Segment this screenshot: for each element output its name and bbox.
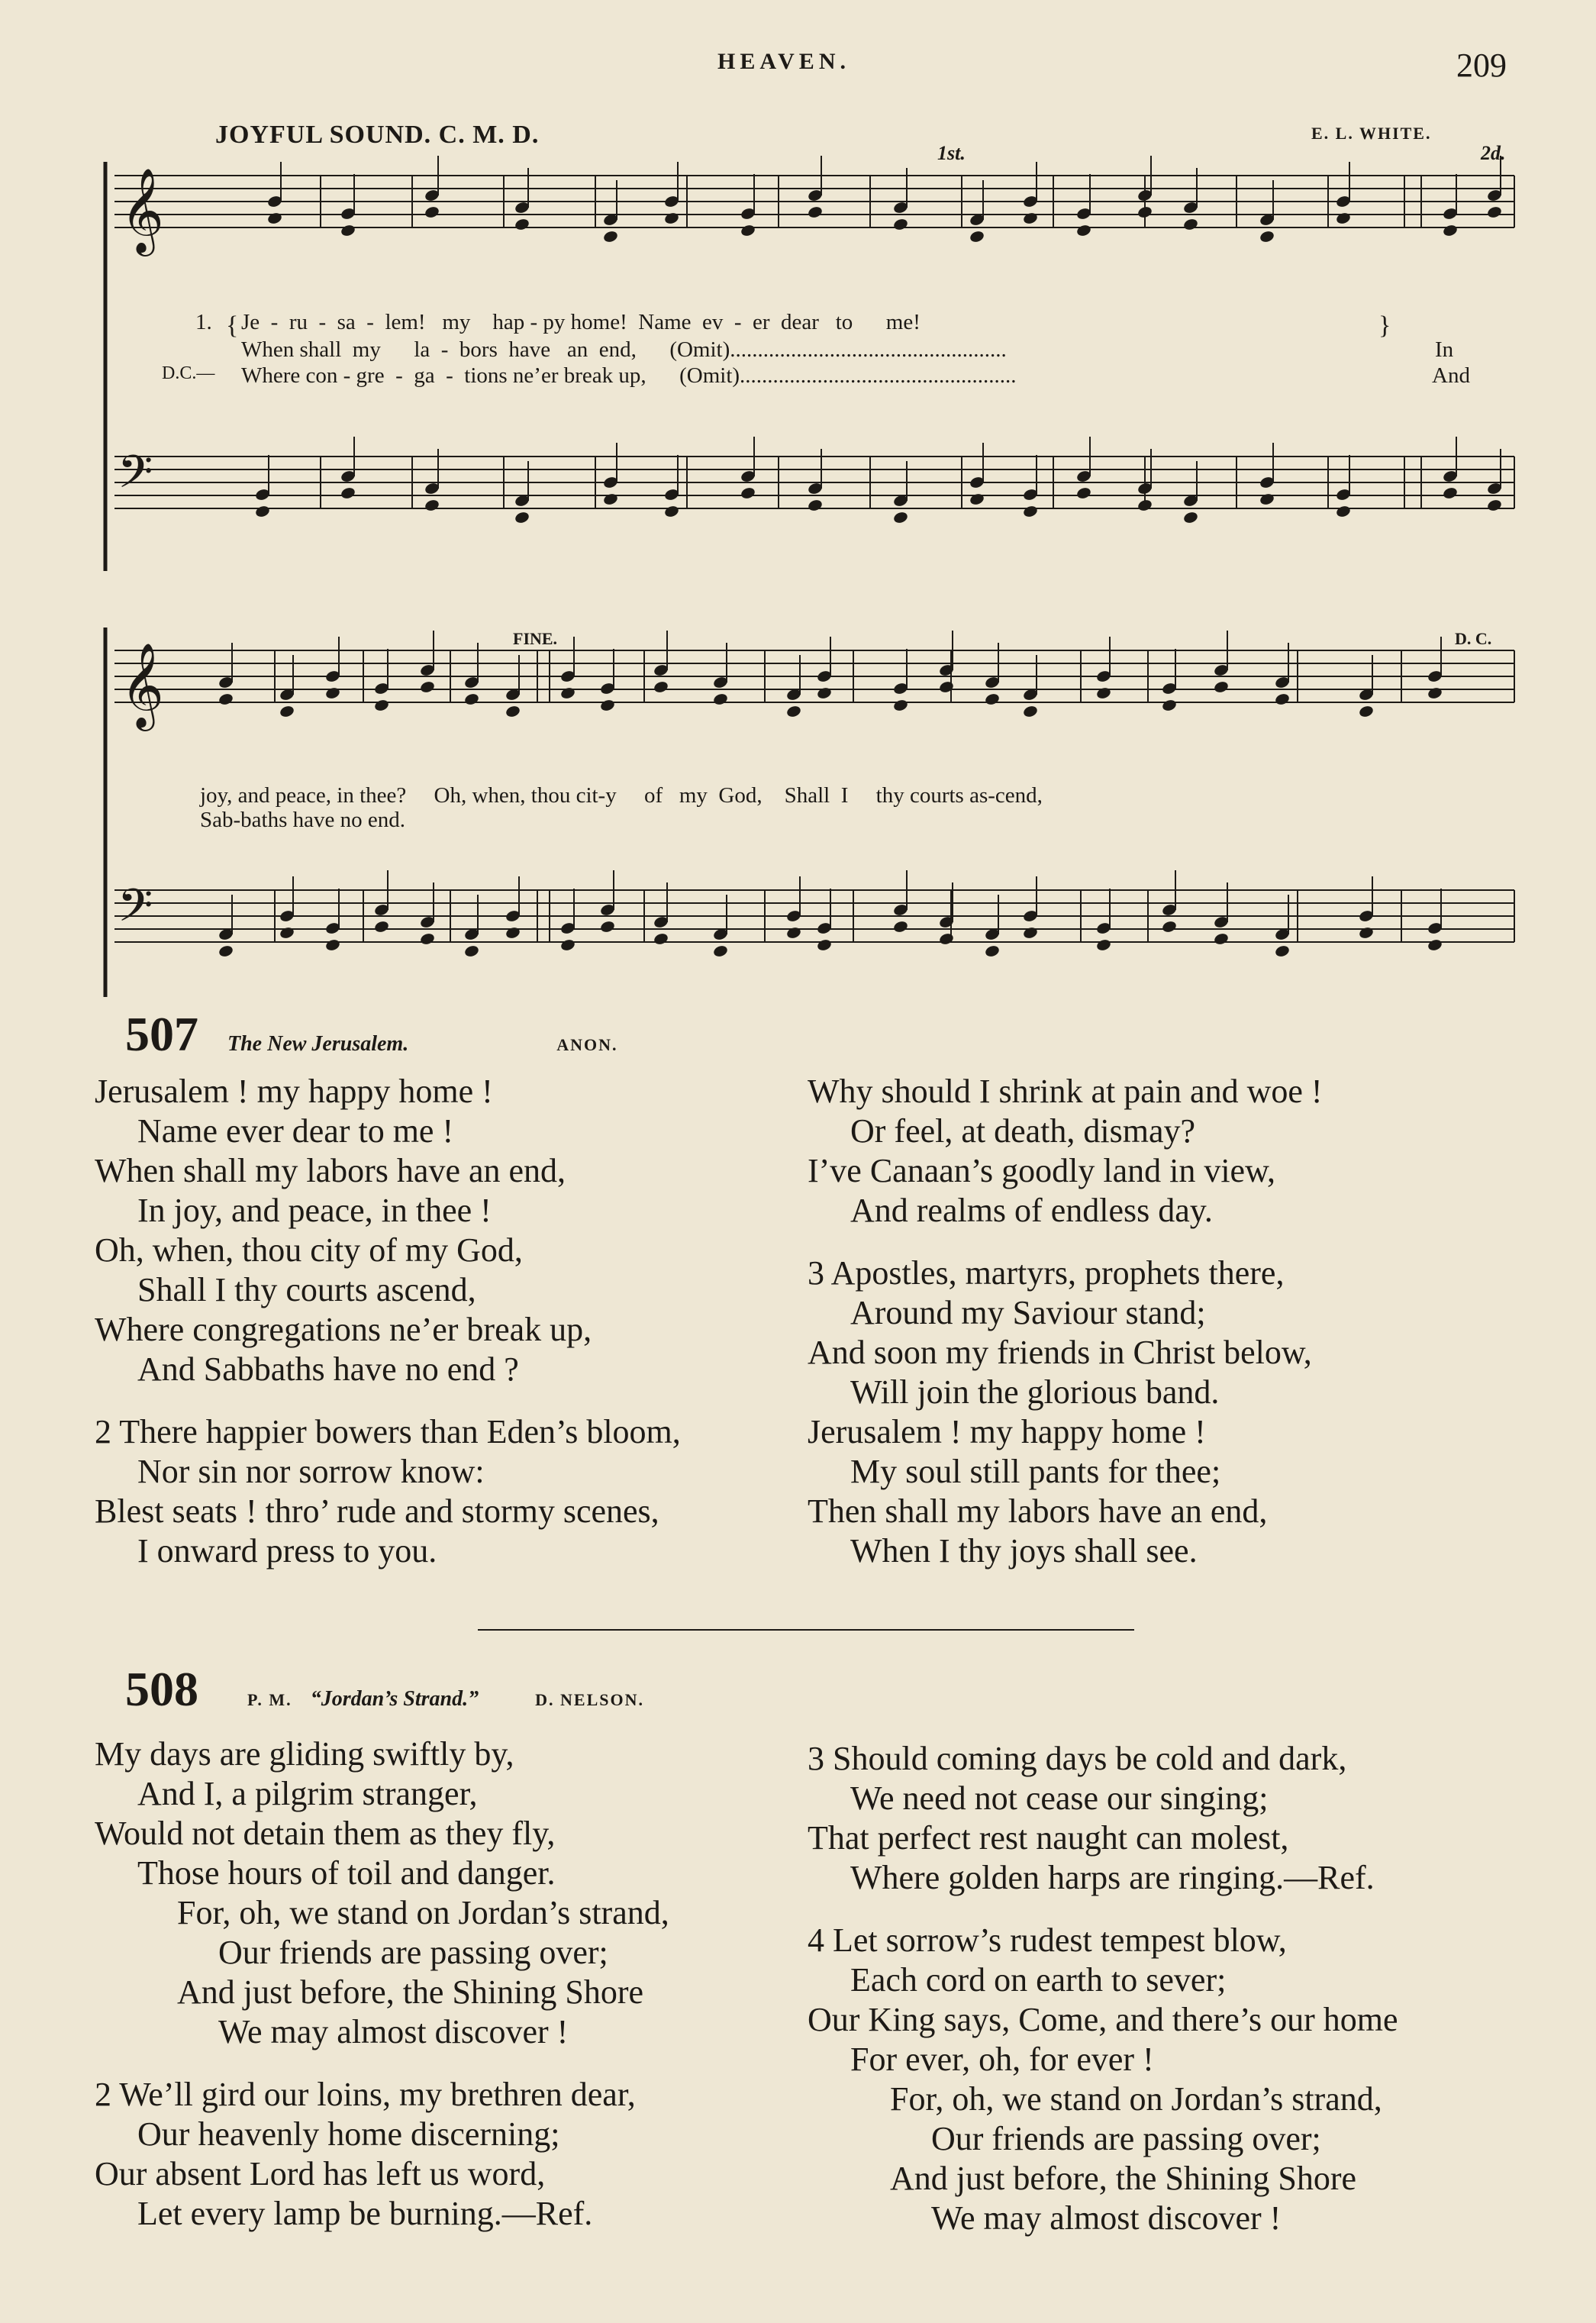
hymn-line: Oh, when, thou city of my God, [95, 1231, 523, 1269]
hymn-line: 4 Let sorrow’s rudest tempest blow, [808, 1921, 1287, 1959]
hymn-line: Name ever dear to me ! [137, 1112, 454, 1150]
tune-name: JOYFUL SOUND. [215, 121, 432, 149]
note-head [1095, 686, 1111, 700]
hymn-508-right-column [808, 1739, 1398, 2238]
fine-mark: FINE. [513, 629, 558, 648]
hymn-line: I’ve Canaan’s goodly land in view, [808, 1152, 1275, 1189]
hymn-line [808, 1231, 1323, 1253]
hymn-line: My days are gliding swiftly by, [95, 1735, 514, 1773]
note-head [740, 224, 756, 237]
hymn-line: Our absent Lord has left us word, [95, 2155, 546, 2192]
hymn-line: Those hours of toil and danger. [137, 1854, 556, 1892]
hymn-line: 3 Should coming days be cold and dark, [808, 1740, 1347, 1777]
note-head [1274, 692, 1290, 706]
hymn-line: When shall my labors have an end, [95, 1152, 566, 1189]
note-head [663, 211, 679, 225]
note-head [505, 705, 521, 718]
note-head [712, 692, 728, 706]
note-head [266, 211, 282, 225]
note-head [1182, 511, 1198, 524]
hymn-number: 507 [125, 1007, 198, 1061]
note-head [1442, 486, 1458, 500]
note-head [663, 505, 679, 518]
hymn-line: Shall I thy courts ascend, [137, 1271, 476, 1308]
lyric-line-3: Where con - gre - ga - tions ne’er break up, (Omit).................................................. [241, 363, 1017, 388]
hymn-line: In joy, and peace, in thee ! [137, 1192, 492, 1229]
dc-mark: D. C. [1455, 629, 1492, 648]
page-number: 209 [1456, 47, 1507, 84]
hymn-line: Or feel, at death, dismay? [850, 1112, 1196, 1150]
note-head [599, 920, 615, 934]
hymn-line: My soul still pants for thee; [850, 1453, 1221, 1490]
note-head [1137, 205, 1153, 219]
lyric-line-4: joy, and peace, in thee? Oh, when, thou cit-y of my God, Shall I thy courts as-cend, [200, 783, 1043, 808]
lyric-line-5: Sab-baths have no end. [200, 808, 405, 832]
hymn-line: 3 Apostles, martyrs, prophets there, [808, 1254, 1285, 1292]
note-head [599, 699, 615, 712]
note-head [938, 680, 954, 694]
hymn-507-right-column [808, 1072, 1323, 1571]
hymn-meter: P. M. [247, 1690, 292, 1709]
note-head [892, 920, 908, 934]
note-head [373, 920, 389, 934]
note-head [463, 692, 479, 706]
hymn-line: We may almost discover ! [931, 2199, 1282, 2237]
note-head [1161, 920, 1177, 934]
note-head [1259, 492, 1275, 506]
hymn-507-left-column [95, 1072, 681, 1571]
note-head [1075, 224, 1091, 237]
note-head [785, 926, 801, 940]
note-head [602, 230, 618, 244]
note-head [1486, 498, 1502, 512]
note-head [514, 218, 530, 231]
hymn-508-heading [125, 1661, 644, 1718]
note-head [1335, 505, 1351, 518]
music-score [0, 0, 1596, 1008]
note-head [373, 699, 389, 712]
hymn-line: And I, a pilgrim stranger, [137, 1775, 478, 1812]
hymn-line: Around my Saviour stand; [850, 1294, 1206, 1331]
hymn-line: 2 We’ll gird our loins, my brethren dear, [95, 2076, 636, 2113]
note-head [1213, 932, 1229, 946]
note-head [1075, 486, 1091, 500]
hymn-line: We need not cease our singing; [850, 1779, 1269, 1817]
note-head [1358, 926, 1374, 940]
lyric-line-2-end: In [1435, 337, 1454, 362]
hymn-line: Nor sin nor sorrow know: [137, 1453, 485, 1490]
hymn-line: For ever, oh, for ever ! [850, 2041, 1154, 2078]
note-head [419, 932, 435, 946]
note-head [807, 498, 823, 512]
hymn-line [95, 1389, 681, 1412]
lyric-line-2: When shall my la - bors have an end, (Omit).................................................. [241, 337, 1007, 362]
note-head [653, 932, 669, 946]
hymn-line: Let every lamp be burning.—Ref. [137, 2195, 593, 2232]
note-head [1486, 205, 1502, 219]
note-head [1427, 938, 1443, 952]
hymn-line: Jerusalem ! my happy home ! [95, 1073, 493, 1110]
section-divider [478, 1629, 1134, 1631]
tune-meter: C. M. D. [438, 121, 540, 149]
hymn-title: “Jordan’s Strand.” [310, 1687, 479, 1711]
hymn-line: When I thy joys shall see. [850, 1532, 1198, 1570]
note-head [938, 932, 954, 946]
note-head [1427, 686, 1443, 700]
note-head [324, 686, 340, 700]
hymn-author: D. NELSON. [535, 1690, 644, 1709]
note-head [1259, 230, 1275, 244]
note-head [1442, 224, 1458, 237]
hymn-line: Our King says, Come, and there’s our home [808, 2001, 1398, 2038]
note-head [419, 680, 435, 694]
hymn-line: And just before, the Shining Shore [890, 2160, 1357, 2197]
note-head [1137, 498, 1153, 512]
note-head [218, 944, 234, 958]
hymn-line: Why should I shrink at pain and woe ! [808, 1073, 1323, 1110]
note-head [514, 511, 530, 524]
note-head [892, 699, 908, 712]
hymn-line: Our friends are passing over; [931, 2120, 1321, 2157]
note-head [969, 492, 985, 506]
hymn-line: Our heavenly home discerning; [137, 2115, 560, 2153]
note-head [892, 218, 908, 231]
hymn-title: The New Jerusalem. [227, 1032, 409, 1056]
note-head [559, 938, 576, 952]
note-head [1161, 699, 1177, 712]
note-head [984, 692, 1000, 706]
hymn-author: ANON. [556, 1035, 618, 1054]
hymn-line: Then shall my labors have an end, [808, 1492, 1268, 1530]
hymn-line: And just before, the Shining Shore [177, 1973, 644, 2011]
treble-clef: 𝄞 [121, 167, 164, 253]
hymn-line: 2 There happier bowers than Eden’s bloom, [95, 1413, 681, 1450]
hymn-line: I onward press to you. [137, 1532, 437, 1570]
brace-right: } [1378, 311, 1391, 340]
note-head [340, 486, 356, 500]
hymn-line: We may almost discover ! [218, 2013, 569, 2050]
verse-number: 1. [195, 310, 212, 334]
note-head [785, 705, 801, 718]
note-head [984, 944, 1000, 958]
dc-lyric-label: D.C.— [162, 363, 215, 383]
note-head [892, 511, 908, 524]
hymn-507-heading [125, 1006, 618, 1063]
hymn-line: Where golden harps are ringing.—Ref. [850, 1859, 1375, 1896]
hymn-line: Each cord on earth to sever; [850, 1961, 1227, 1999]
treble-clef: 𝄞 [121, 642, 164, 728]
lyric-line-3-end: And [1432, 363, 1470, 388]
note-head [1274, 944, 1290, 958]
note-head [463, 944, 479, 958]
note-head [712, 944, 728, 958]
note-head [1022, 926, 1038, 940]
hymn-line: Blest seats ! thro’ rude and stormy scenes, [95, 1492, 659, 1530]
hymn-line: And Sabbaths have no end ? [137, 1350, 519, 1388]
note-head [807, 205, 823, 219]
hymn-line [95, 2052, 669, 2075]
second-ending-mark: 2d. [1481, 142, 1506, 164]
note-head [1022, 705, 1038, 718]
note-head [324, 938, 340, 952]
bass-clef: 𝄢 [118, 879, 153, 943]
note-head [1095, 938, 1111, 952]
note-head [424, 498, 440, 512]
hymn-line: That perfect rest naught can molest, [808, 1819, 1289, 1857]
hymn-line: Our friends are passing over; [218, 1934, 608, 1971]
note-head [559, 686, 576, 700]
note-head [1022, 211, 1038, 225]
hymn-line: Would not detain them as they fly, [95, 1815, 556, 1852]
note-head [740, 486, 756, 500]
note-head [1022, 505, 1038, 518]
note-head [816, 938, 832, 952]
note-head [340, 224, 356, 237]
note-head [602, 492, 618, 506]
hymn-line: For, oh, we stand on Jordan’s strand, [890, 2080, 1382, 2118]
hymn-line: Where congregations ne’er break up, [95, 1311, 592, 1348]
hymn-line [808, 1898, 1398, 1921]
hymn-508-left-column [95, 1734, 669, 2234]
brace-left: { [226, 311, 239, 340]
hymn-line: Jerusalem ! my happy home ! [808, 1413, 1206, 1450]
note-head [505, 926, 521, 940]
note-head [1182, 218, 1198, 231]
tune-composer: E. L. WHITE. [1311, 124, 1432, 143]
bass-clef: 𝄢 [118, 445, 153, 509]
note-head [279, 926, 295, 940]
note-head [254, 505, 270, 518]
note-head [279, 705, 295, 718]
hymn-line: And realms of endless day. [850, 1192, 1213, 1229]
note-head [969, 230, 985, 244]
note-head [218, 692, 234, 706]
hymn-line: Will join the glorious band. [850, 1373, 1220, 1411]
note-head [424, 205, 440, 219]
note-head [1213, 680, 1229, 694]
first-ending-mark: 1st. [937, 142, 966, 164]
running-header: HEAVEN. [717, 49, 850, 74]
hymn-line: For, oh, we stand on Jordan’s strand, [177, 1894, 669, 1931]
hymn-line: And soon my friends in Christ below, [808, 1334, 1312, 1371]
note-head [653, 680, 669, 694]
lyric-line-1: Je - ru - sa - lem! my hap - py home! Name ev - er dear to me! [241, 310, 921, 334]
hymn-number: 508 [125, 1662, 198, 1716]
note-head [1335, 211, 1351, 225]
note-head [816, 686, 832, 700]
note-head [1358, 705, 1374, 718]
